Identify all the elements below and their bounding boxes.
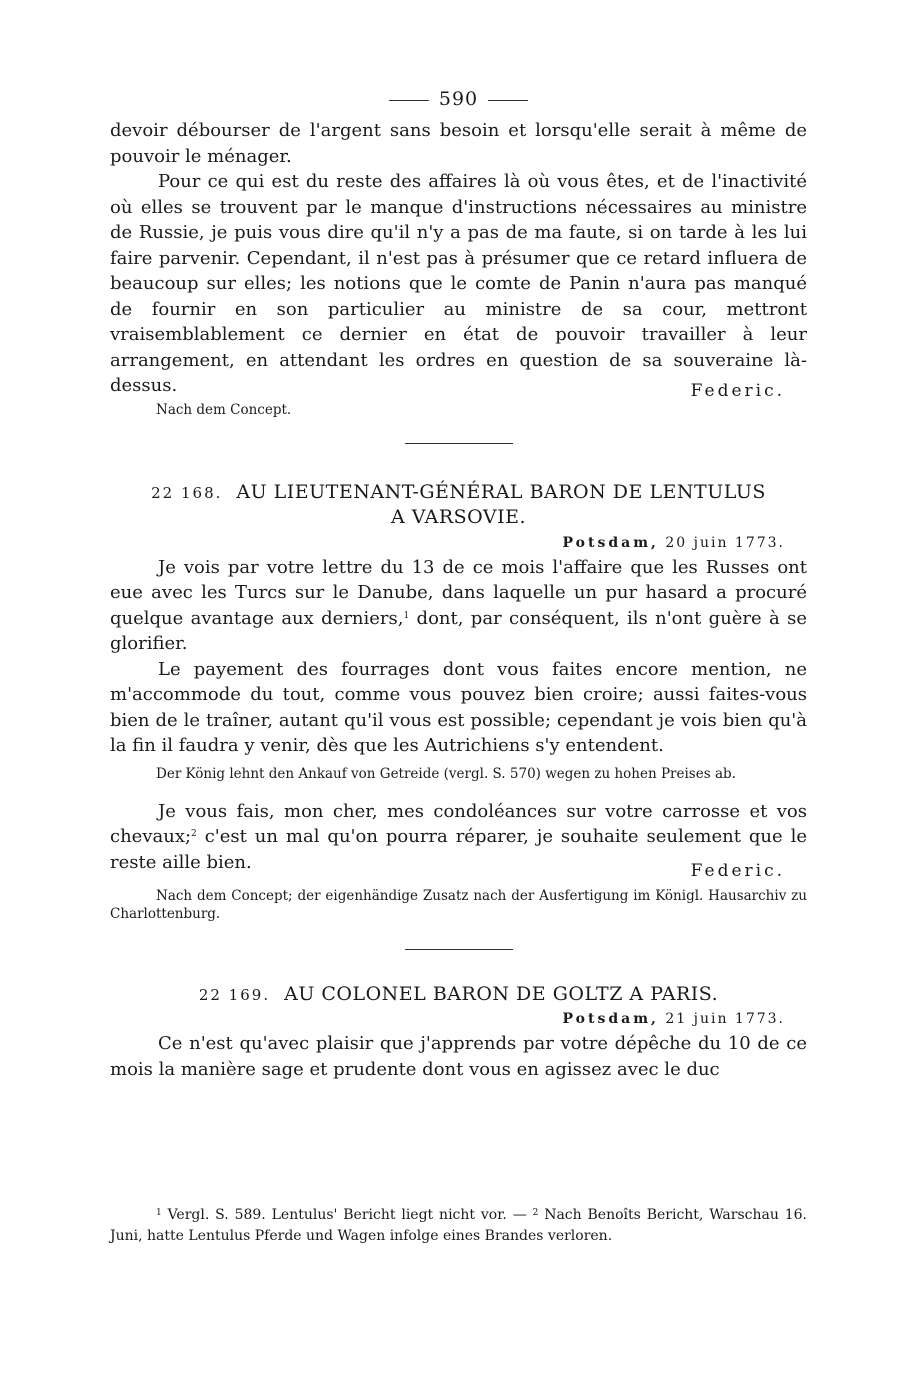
letter-22169-number: 22 169. [198, 986, 271, 1004]
letter-22169-paragraph-1: Ce n'est qu'avec plaisir que j'apprends par votre dépêche du 10 de ce mois la manière sage et prudente dont vous en agissez avec le duc [110, 1033, 807, 1080]
letter-22168-date: 20 juin 1773. [665, 534, 785, 551]
footnote-mark-1: 1 [156, 1208, 162, 1218]
letter-22169-title: AU COLONEL BARON DE GOLTZ A PARIS. [284, 983, 719, 1005]
footnote-2-text: Nach Benoîts Bericht, Warschau 16. Juni, hatte Lentulus Pferde und Wagen infolge eines Brandes verloren. [110, 1207, 807, 1244]
letter-22168-number: 22 168. [151, 483, 223, 502]
letter-22168-title-line1: AU LIEUTENANT-GÉNÉRAL BARON DE LENTULUS [236, 480, 766, 503]
footnote-1-text: Vergl. S. 589. Lentulus' Bericht liegt nicht vor. — [161, 1207, 533, 1223]
letter-22168-p3-text-a: Je vous fais, mon cher, mes condoléances sur votre carrosse et vos chevaux; [110, 800, 807, 847]
letter-22169-heading [110, 982, 807, 1007]
letter-22168-signature-row [110, 861, 807, 887]
header-rule-left [389, 100, 429, 101]
letter-22168-p3-text-b: c'est un mal qu'on pourra réparer, je souhaite seulement que le reste aille bien. [110, 826, 807, 873]
page-number: 590 [438, 88, 479, 110]
letter-22168-p1-text-a: Je vois par votre lettre du 13 de ce mois l'affaire que les Russes ont eue avec les Turcs sur le Danube, dans laquelle un pur hasard a procuré quelque avantage aux derniers, [110, 556, 807, 629]
opening-signature-row [110, 381, 807, 407]
footnote-mark-2: 2 [532, 1208, 539, 1218]
letter-22168-editorial-note: Der König lehnt den Ankauf von Getreide (vergl. S. 570) wegen zu hohen Preises ab. [156, 765, 736, 782]
letter-22168-place: Potsdam, [562, 534, 659, 551]
opening-signature: Federic. [690, 380, 785, 401]
letter-22169-dateline [110, 1011, 785, 1027]
footnotes [110, 1205, 807, 1247]
header-rule-right [488, 100, 528, 101]
letter-22168-source-note: Nach dem Concept; der eigenhändige Zusatz nach der Ausfertigung im Königl. Hausarchiv zu Charlottenburg. [110, 888, 807, 922]
letter-22168-paragraph-1 [110, 555, 807, 657]
letter-22168-paragraph-2: Le payement des fourrages dont vous faites encore mention, ne m'accommode du tout, comme vous pouvez bien croire; aussi faites-vous bien de le traîner, autant qu'il vous est possible; cependant je vois bien qu'à la fin il faudra y venir, dès que les Autrichiens s'y entendent. [110, 658, 807, 756]
section-divider-1 [405, 443, 513, 444]
letter-22168-heading [110, 480, 807, 529]
letter-22168-p1-text-b: dont, par conséquent, ils n'ont guère à se glorifier. [110, 607, 807, 654]
section-divider-2 [405, 949, 513, 950]
opening-source-note: Nach dem Concept. [156, 401, 292, 418]
document-page [110, 88, 807, 1082]
opening-paragraph-1: devoir débourser de l'argent sans besoin et lorsqu'elle serait à même de pouvoir le ménager. [110, 120, 807, 167]
letter-22169-place: Potsdam, [562, 1011, 659, 1027]
letter-22169-date: 21 juin 1773. [665, 1011, 785, 1027]
opening-paragraph-2: Pour ce qui est du reste des affaires là où vous êtes, et de l'inactivité où elles se trouvent par le manque d'instructions nécessaires au ministre de Russie, je puis vous dire qu'il n'y a pas de ma faute, si on tarde à les lui faire parvenir. Cependant, il n'est pas à présumer que ce retard influera de beaucoup sur elles; les notions que le comte de Panin n'aura pas manqué de fournir en son particulier au ministre de sa cour, mettront vraisemblablement ce dernier en état de pouvoir travailler à leur arrangement, en attendant les ordres en question de sa souveraine là-dessus. [110, 171, 807, 396]
footnote-text [110, 1205, 807, 1247]
footnote-ref-2: 2 [191, 829, 197, 839]
page-header [110, 88, 807, 118]
footnote-ref-1: 1 [403, 610, 410, 621]
letter-22168-signature: Federic. [690, 861, 785, 881]
letter-22168-dateline [110, 535, 785, 551]
letter-22168-title-line2: A VARSOVIE. [390, 505, 527, 528]
